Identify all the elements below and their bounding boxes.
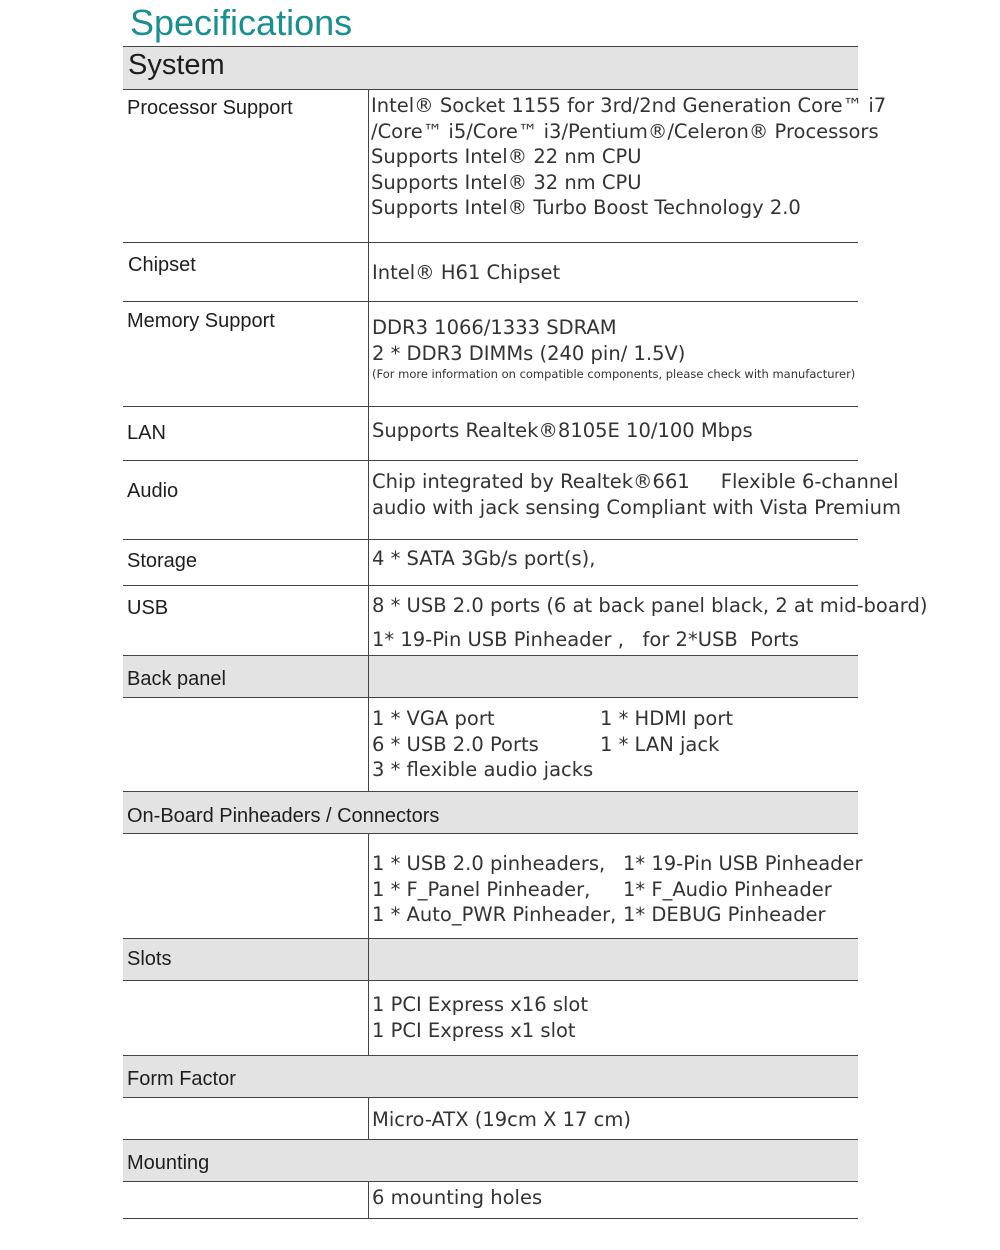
back-panel-item: 1 * HDMI port xyxy=(600,707,733,730)
onboard-label: On-Board Pinheaders / Connectors xyxy=(127,805,440,827)
processor-line: Intel® Socket 1155 for 3rd/2nd Generation Core™ i7 xyxy=(371,94,887,117)
divider xyxy=(123,791,858,792)
audio-value xyxy=(372,469,901,520)
form-factor-value: Micro-ATX (19cm X 17 cm) xyxy=(372,1108,631,1131)
chipset-value: Intel® H61 Chipset xyxy=(372,261,561,284)
back-panel-band xyxy=(123,655,858,697)
usb-line: 8 * USB 2.0 ports (6 at back panel black, 2 at mid-board) xyxy=(372,594,928,617)
chipset-label: Chipset xyxy=(128,254,196,276)
back-panel-left xyxy=(372,706,593,783)
back-panel-label: Back panel xyxy=(127,668,226,690)
back-panel-item: 6 * USB 2.0 Ports xyxy=(372,732,539,756)
slots-line: 1 PCI Express x16 slot xyxy=(372,993,588,1016)
memory-label: Memory Support xyxy=(127,310,275,332)
audio-line: audio with jack sensing Compliant with Vista Premium xyxy=(372,495,901,519)
back-panel-item: 1 * LAN jack xyxy=(600,732,720,756)
lan-label: LAN xyxy=(127,422,166,444)
onboard-left xyxy=(372,851,616,928)
divider xyxy=(123,980,858,981)
lan-value: Supports Realtek®8105E 10/100 Mbps xyxy=(372,419,753,442)
audio-line: Chip integrated by Realtek®661 Flexible 6-channel xyxy=(372,470,899,493)
form-factor-label: Form Factor xyxy=(127,1068,236,1090)
divider xyxy=(123,539,858,540)
onboard-item: 1 * F_Panel Pinheader, xyxy=(372,877,591,901)
column-divider xyxy=(368,833,369,938)
processor-line: Supports Intel® 22 nm CPU xyxy=(371,145,642,168)
memory-line: DDR3 1066/1333 SDRAM xyxy=(372,316,617,339)
onboard-item: 1* 19-Pin USB Pinheader xyxy=(623,852,863,875)
back-panel-right xyxy=(600,706,733,757)
divider xyxy=(123,655,858,656)
column-divider xyxy=(368,89,369,655)
divider xyxy=(123,1139,858,1140)
divider xyxy=(123,89,858,90)
divider xyxy=(123,406,858,407)
memory-note: (For more information on compatible components, please check with manufacturer) xyxy=(372,367,856,381)
usb-label: USB xyxy=(127,597,169,619)
divider xyxy=(123,46,858,47)
onboard-item: 1 * USB 2.0 pinheaders, xyxy=(372,852,606,875)
processor-line: Supports Intel® Turbo Boost Technology 2.0 xyxy=(371,196,801,219)
divider xyxy=(123,460,858,461)
back-panel-item: 1 * VGA port xyxy=(372,707,495,730)
processor-line: Supports Intel® 32 nm CPU xyxy=(371,170,642,194)
slots-value xyxy=(372,992,588,1043)
system-header-band xyxy=(123,46,858,89)
divider xyxy=(123,1097,858,1098)
storage-label: Storage xyxy=(127,550,198,572)
divider xyxy=(123,833,858,834)
mounting-value: 6 mounting holes xyxy=(372,1186,543,1209)
divider xyxy=(123,697,858,698)
mounting-band xyxy=(123,1139,858,1181)
slots-band xyxy=(123,938,858,980)
processor-value xyxy=(371,93,886,221)
onboard-item: 1 * Auto_PWR Pinheader, xyxy=(372,903,617,926)
audio-label: Audio xyxy=(127,480,179,502)
divider xyxy=(123,1055,858,1056)
storage-value: 4 * SATA 3Gb/s port(s), xyxy=(372,547,596,570)
section-title: System xyxy=(128,49,225,81)
processor-line: /Core™ i5/Core™ i3/Pentium®/Celeron® Processors xyxy=(371,119,879,143)
back-panel-item: 3 * flexible audio jacks xyxy=(372,758,594,781)
divider xyxy=(123,585,858,586)
divider xyxy=(123,301,858,302)
memory-value xyxy=(372,315,855,383)
divider xyxy=(123,938,858,939)
slots-label: Slots xyxy=(127,948,172,970)
memory-line: 2 * DDR3 DIMMs (240 pin/ 1.5V) xyxy=(372,341,686,365)
onboard-item: 1* DEBUG Pinheader xyxy=(623,903,826,926)
divider xyxy=(123,242,858,243)
onboard-right xyxy=(623,851,863,928)
divider xyxy=(123,1218,858,1219)
slots-line: 1 PCI Express x1 slot xyxy=(372,1018,576,1042)
page-title: Specifications xyxy=(130,2,353,43)
onboard-item: 1* F_Audio Pinheader xyxy=(623,877,832,901)
mounting-label: Mounting xyxy=(127,1152,210,1174)
processor-label: Processor Support xyxy=(127,97,293,119)
usb-line: 1* 19-Pin USB Pinheader , for 2*USB Ports xyxy=(372,628,799,651)
column-divider xyxy=(368,655,369,791)
divider xyxy=(123,1181,858,1182)
